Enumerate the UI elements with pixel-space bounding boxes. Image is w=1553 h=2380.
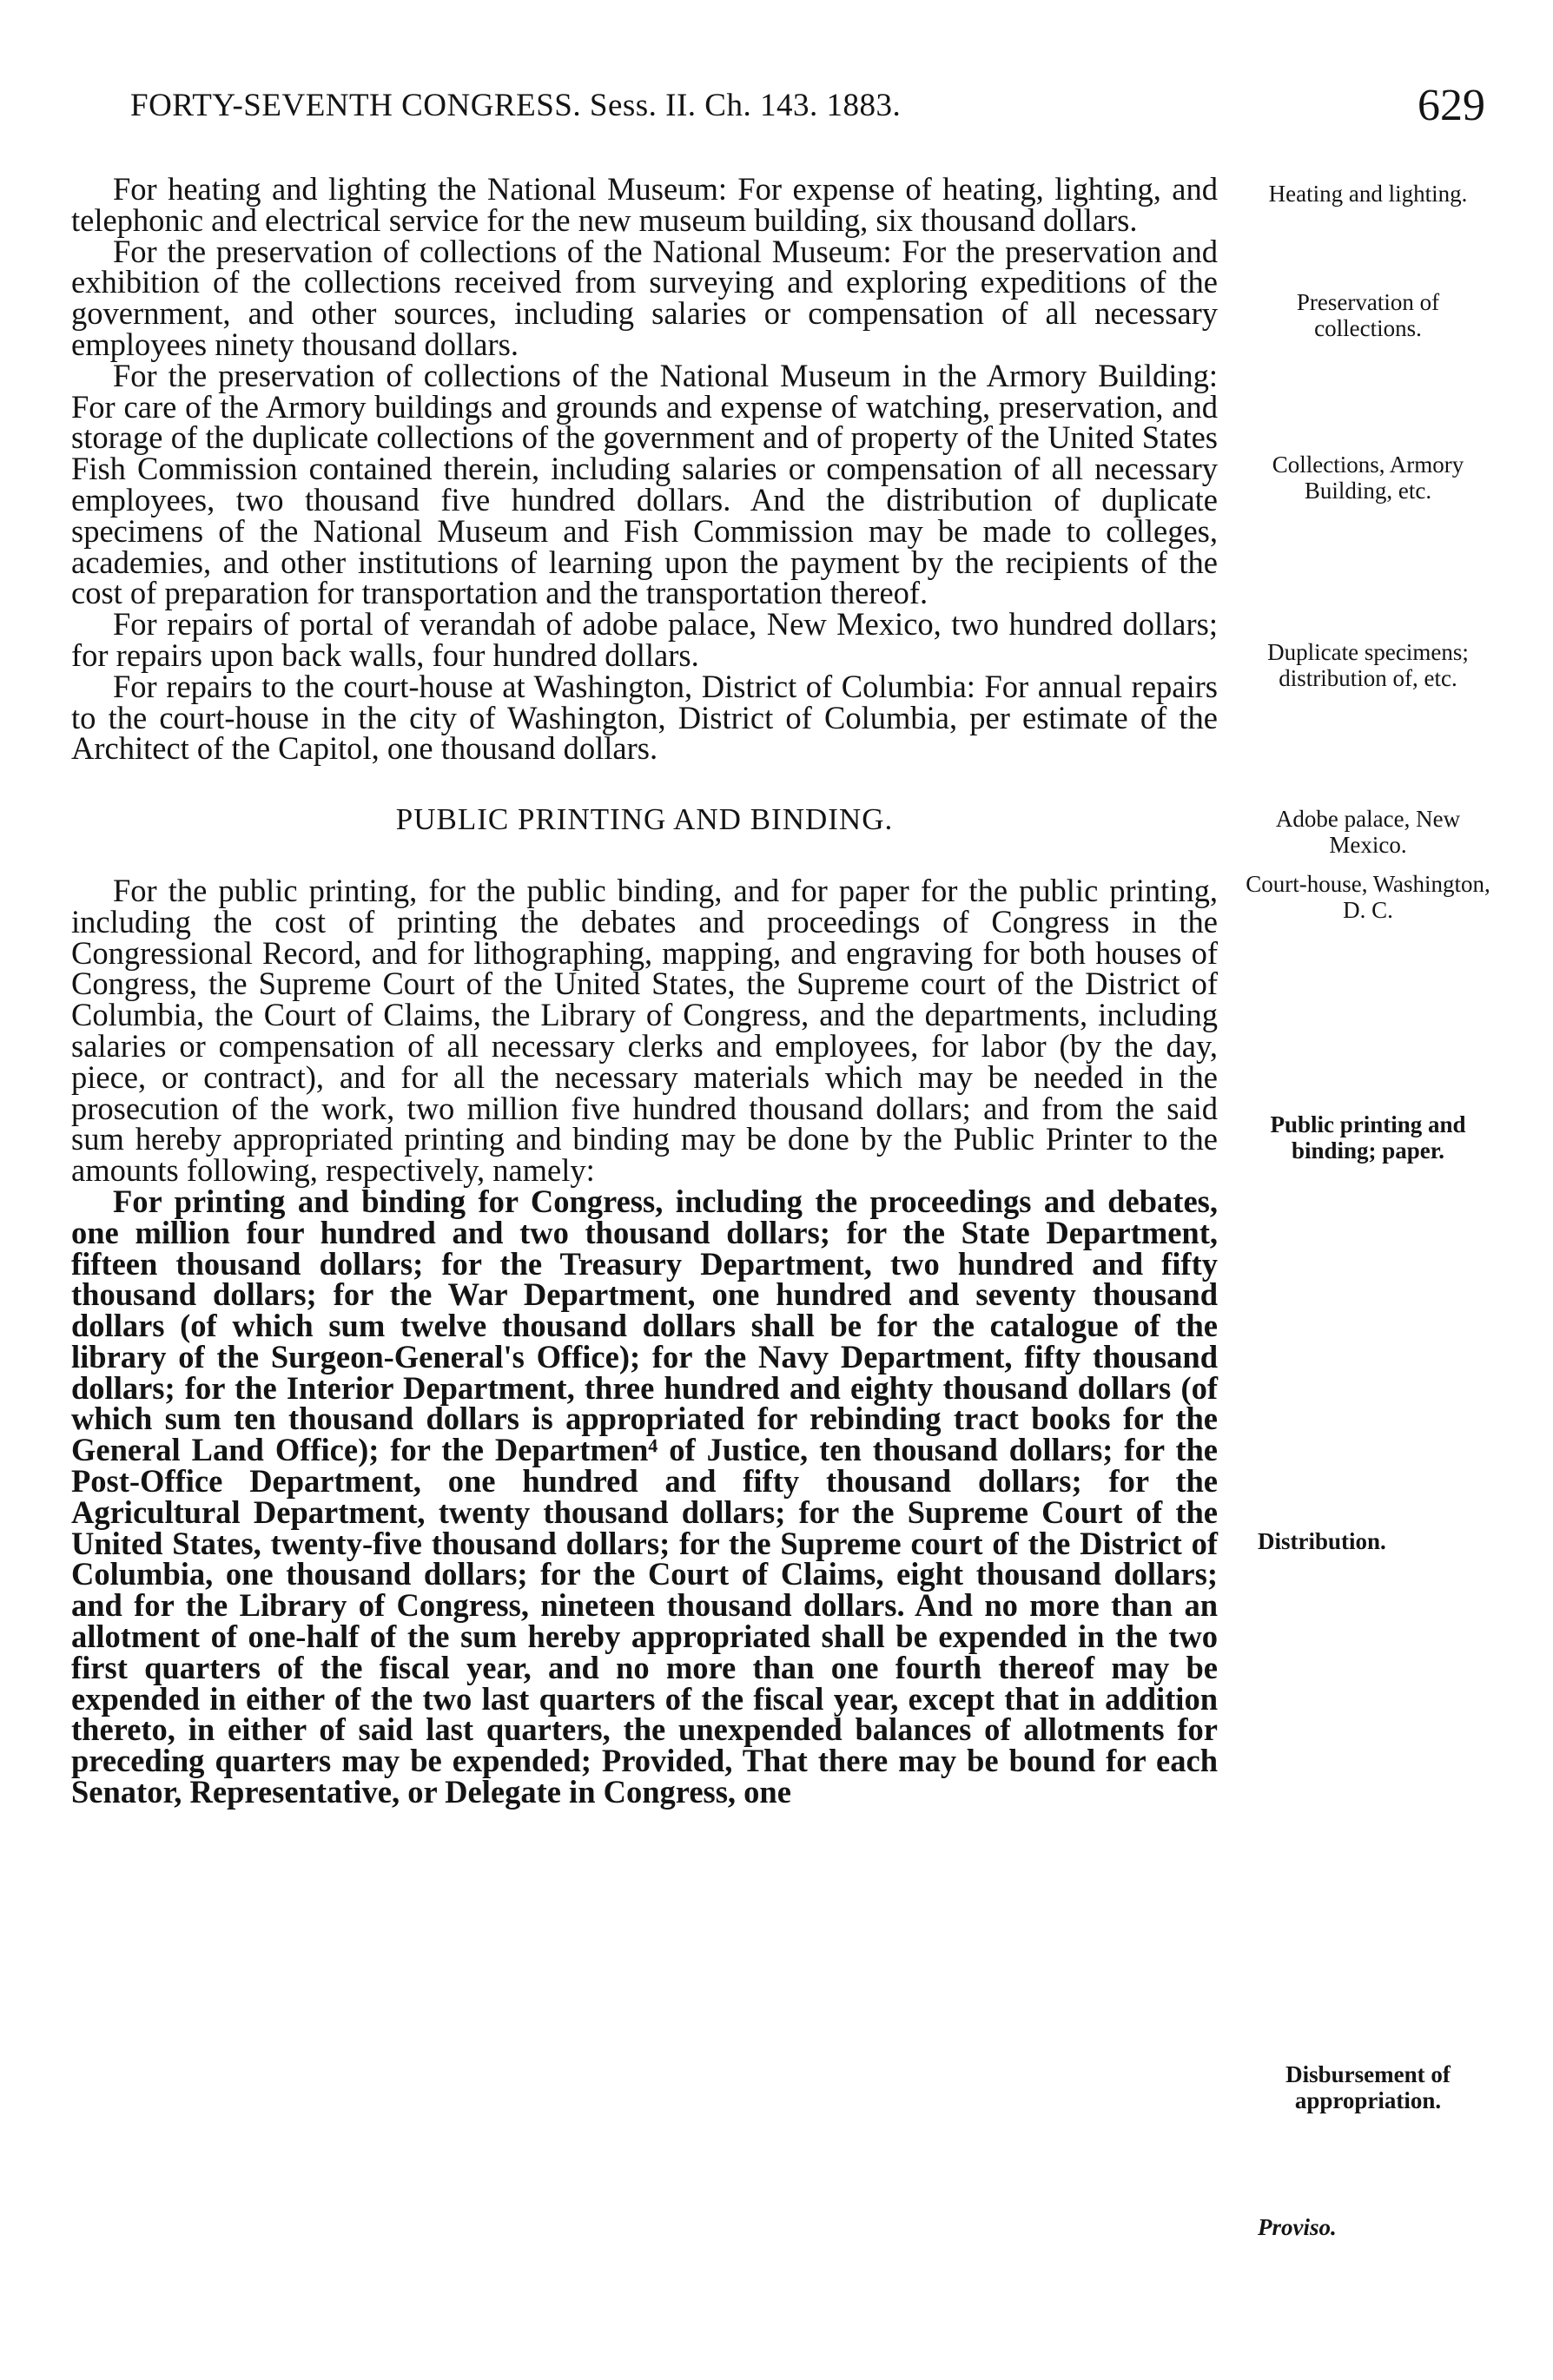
- side-note-armory: Collections, Armory Building, etc.: [1272, 452, 1464, 504]
- paragraph-distribution: For printing and binding for Congress, including the proceedings and debates, one million four hundred and two thousand dollars; for the State Department, fifteen thousand dollars; for the Treasury Department, two hundred and fifty thousand dollars; for the War Department, one hundred and seventy thousand dollars (of which sum twelve thousand dollars shall be for the catalogue of the library of the Surgeon-General's Office); for the Navy Department, fifty thousand dollars; for the Interior Department, three hundred and eighty thousand dollars (of which sum ten thousand dollars is appropriated for rebinding tract books for the General Land Office); for the Departmen⁴ of Justice, ten thousand dollars; for the Post-Office Department, one hundred and fifty thousand dollars; for the Agricultural Department, twenty thousand dollars; for the Supreme Court of the United States, twenty-five thousand dollars; for the Supreme court of the District of Columbia, one thousand dollars; for the Court of Claims, eight thousand dollars; and for the Library of Congress, nineteen thousand dollars. And no more than an allotment of one-half of the sum hereby appropriated shall be expended in the two first quarters of the fiscal year, and no more than one fourth thereof may be expended in either of the two last quarters of the fiscal year, except that in addition thereto, in either of said last quarters, the unexpended balances of allotments for preceding quarters may be expended; Provided, That there may be bound for each Senator, Representative, or Delegate in Congress, one: [71, 1183, 1218, 1810]
- side-note-court-house: Court-house, Washington, D. C.: [1246, 871, 1490, 923]
- section-heading-public-printing: PUBLIC PRINTING AND BINDING.: [395, 802, 894, 837]
- side-note-disbursement: Disbursement of appropriation.: [1285, 2061, 1451, 2113]
- main-text-column: [71, 171, 1218, 1810]
- side-note-heating: Heating and lighting.: [1268, 181, 1468, 207]
- page-number: 629: [1418, 81, 1485, 130]
- running-header: [130, 81, 1485, 135]
- paragraph-preservation: For the preservation of collections of the National Museum: For the preservation and exhibition of the collections received from surveying and exploring expeditions of the government, and other sources, including salaries or compensation of all necessary employees ninety thousand dollars.: [71, 233, 1218, 362]
- running-header-title: FORTY-SEVENTH CONGRESS. Sess. II. Ch. 143. 1883.: [130, 88, 902, 123]
- paragraph-heating: For heating and lighting the National Museum: For expense of heating, lighting, and telephonic and electrical service for the new museum building, six thousand dollars.: [71, 171, 1218, 238]
- side-note-preservation: Preservation of collections.: [1296, 289, 1440, 341]
- paragraph-public-printing: For the public printing, for the public binding, and for paper for the public printing, including the cost of printing the debates and proceedings of Congress in the Congressional Record, and for lithographing, mapping, and engraving for both houses of Congress, the Supreme Court of the United States, the Supreme court of the District of Columbia, the Court of Claims, the Library of Congress, and the departments, including salaries or compensation of all necessary clerks and employees, for labor (by the day, piece, or contract), and for all the necessary materials which may be needed in the prosecution of the work, two million five hundred thousand dollars; and from the said sum hereby appropriated printing and binding may be done by the Public Printer to the amounts following, respectively, namely:: [71, 872, 1218, 1189]
- side-note-proviso: Proviso.: [1258, 2214, 1337, 2240]
- side-note-distribution: Distribution.: [1258, 1528, 1386, 1554]
- paragraph-armory: For the preservation of collections of the National Museum in the Armory Building: For care of the Armory buildings and grounds and expense of watching, preservation, and storage of the duplicate collections of the government and of property of the United States Fish Commission contained therein, including salaries or compensation of all necessary employees, two thousand five hundred dollars. And the distribution of duplicate specimens of the National Museum and Fish Commission may be made to colleges, academies, and other institutions of learning upon the payment by the recipients of the cost of preparation for transportation and the transportation thereof.: [71, 357, 1218, 611]
- paragraph-adobe-palace: For repairs of portal of verandah of adobe palace, New Mexico, two hundred dollars; for repairs upon back walls, four hundred dollars.: [71, 606, 1218, 673]
- side-note-adobe-palace: Adobe palace, New Mexico.: [1275, 806, 1461, 858]
- side-note-duplicate-specimens: Duplicate specimens; distribution of, etc.: [1267, 639, 1469, 691]
- paragraph-court-house: For repairs to the court-house at Washington, District of Columbia: For annual repairs to the court-house in the city of Washington, District of Columbia, per estimate of the Architect of the Capitol, one thousand dollars.: [71, 668, 1218, 767]
- side-note-public-printing: Public printing and binding; paper.: [1270, 1111, 1466, 1164]
